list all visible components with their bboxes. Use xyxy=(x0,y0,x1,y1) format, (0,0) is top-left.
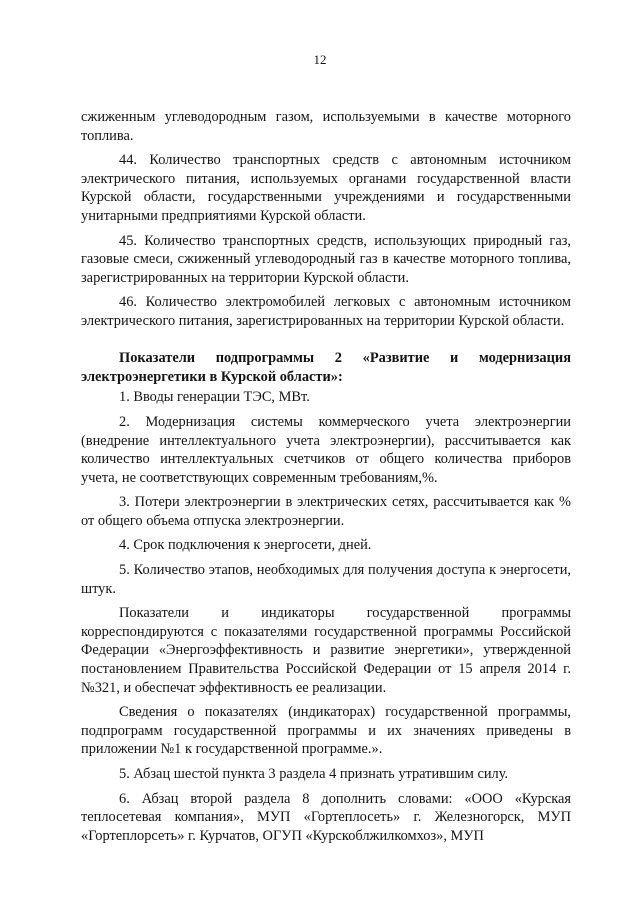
paragraph-indicator-1: 1. Вводы генерации ТЭС, МВт. xyxy=(119,389,310,406)
paragraph-item-44: 44. Количество транспортных средств с автономным источником электрического питания, используемых органами государственной власти Курской области, государственными учреждениями и государственными унитарными предприятиями Курской области. xyxy=(81,152,571,224)
paragraph-indicator-4: 4. Срок подключения к энергосети, дней. xyxy=(119,537,372,554)
document-body xyxy=(81,108,571,845)
paragraph-item-45: 45. Количество транспортных средств, использующих природный газ, газовые смеси, сжиженный углеводородный газ в качестве моторного топлива, зарегистрированных на территории Курской области. xyxy=(81,232,571,286)
paragraph-continuation: сжиженным углеводородным газом, используемыми в качестве моторного топлива. xyxy=(81,109,571,144)
paragraph-item-6: 6. Абзац второй раздела 8 дополнить словами: «ООО «Курская теплосетевая компания», МУП «Гортеплосеть» г. Железногорск, МУП «Гортеплорсеть» г. Курчатов, ОГУП «Курскоблжилкомхоз», МУП xyxy=(81,790,571,844)
paragraph-item-46: 46. Количество электромобилей легковых с автономным источником электрического питания, зарегистрированных на территории Курской области. xyxy=(81,294,571,329)
paragraph-indicator-2: 2. Модернизация системы коммерческого учета электроэнергии (внедрение интеллектуального учета электроэнергии), рассчитывается как количество интеллектуальных счетчиков от общего количества приборов учета, не соответствующих современным требованиям,%. xyxy=(81,413,571,486)
paragraph-item-5: 5. Абзац шестой пункта 3 раздела 4 признать утратившим силу. xyxy=(119,766,509,782)
page-number: 12 xyxy=(313,52,327,67)
paragraph-appendix-reference: Сведения о показателях (индикаторах) государственной программы, подпрограмм государственной программы и их значениях приведены в приложении №1 к государственной программе.». xyxy=(81,704,571,758)
paragraph-indicator-3: 3. Потери электроэнергии в электрических сетях, рассчитывается как % от общего объема отпуска электроэнергии. xyxy=(81,494,571,529)
paragraph-indicator-5: 5. Количество этапов, необходимых для получения доступа к энергосети, штук. xyxy=(81,562,571,597)
paragraph-correspondence: Показатели и индикаторы государственной программы корреспондируются с показателями государственной программы Российской Федерации «Энергоэффективность и развитие энергетики», утвержденной постановлением Правительства Российской Федерации от 15 апреля 2014 г. №321, и обеспечат эффективность ее реализации. xyxy=(81,605,571,696)
subprogram-heading: Показатели подпрограммы 2 «Развитие и модернизация электроэнергетики в Курской области»: xyxy=(81,350,571,385)
